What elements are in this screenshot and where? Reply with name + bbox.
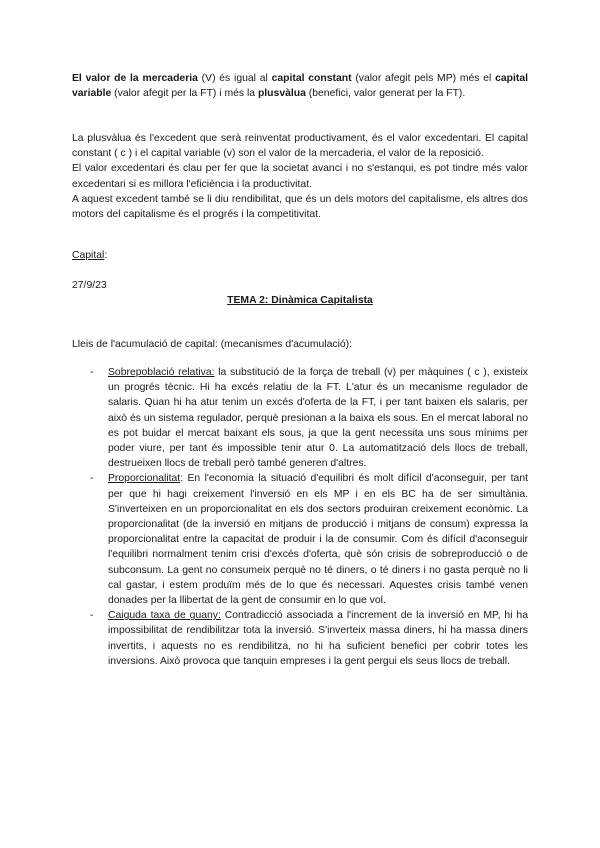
capital-heading — [72, 248, 528, 263]
laws-intro: Lleis de l'acumulació de capital: (mecanismes d'acumulació): — [72, 339, 353, 350]
intro-text-3: (valor afegit per la FT) i més la — [111, 88, 258, 100]
item-term: Sobrepoblació relativa: — [108, 367, 215, 378]
plusvalua-paragraph — [72, 131, 528, 222]
intro-paragraph — [72, 71, 528, 101]
capital-colon: : — [104, 250, 108, 261]
item-text: : En l'economia la situació d'equilibri és molt difícil d'aconseguir, per tant per que hi hagi creixement l'inversió en els MP i en els BC ha de ser simultània. S'inverteixen en un proporcionalitat en els dos sectors produiran creixement econòmic. La proporcionalitat (de la inversió en mitjans de producció i mitjans de consum) expressa la proporcionalitat entre la capacitat de produir i la de consumir. Com és difícil d'aconseguir l'equilibri normalment tenim crisi d'excés d'oferta, què són crisis de sobreproducció o de subconsum. La gent no consumeix perquè no té diners, o té diners i no gasta perquè no li cal gastar, i estem produïm més de lo que és necessari. Aquestes crisis també venen donades per la llibertat de la gent de consumir en lo que vol. — [108, 473, 528, 607]
date: 27/9/23 — [72, 280, 107, 291]
intro-text-1: (V) és igual al — [197, 73, 272, 84]
capital-label: Capital — [72, 250, 105, 261]
paragraph-line-3: A aquest excedent també se li diu rendibilitat, que és un dels motors del capitalisme, els altres dos motors del capitalisme és el progrés i la competitivitat. — [72, 193, 528, 221]
laws-list — [72, 365, 528, 669]
item-text: Contradicció associada a l'increment de la inversió en MP, hi ha impossibilitat de rendibilitzar tota la inversió. S'inverteix massa diners, hi ha massa diners invertits, i aquests no es rendibilitza, no hi ha suficient benefici per cobrir totes les inversions. Això provoca que tanquin empreses i la gent pergui els seus llocs de treball. — [108, 610, 528, 667]
list-item — [72, 365, 528, 471]
item-text: la substitució de la força de treball (v) per màquines ( c ), existeix un progrés tècnic. Hi ha excés relatiu de la FT. L'atur és un mecanisme regulador de salaris. Quan hi ha atur tenim un excés d'oferta de la FT, i per tant baixen els salaris, per això és un sistema regulador, perquè presionan a la baixa els sous. En el mercat laboral no es pot buidar el mercat baixant els sous, ja que la gent necessita uns sous mínims per poder viure, per tant és impossible tenir atur 0. La automatització dels llocs de treball, destrueixen llocs de treball però també generen d'altres. — [108, 367, 528, 470]
term-capital-constant: capital constant — [271, 73, 352, 84]
paragraph-line-1: La plusvàlua és l'excedent que serà reinventat productivament, és el valor excedentari. El capital constant ( c ) i el capital variable (v) son el valor de la mercaderia, el valor de la reposició. — [72, 133, 528, 160]
term-valor-mercaderia: El valor de la mercaderia — [72, 73, 198, 84]
paragraph-line-2: El valor excedentari és clau per fer que la societat avanci i no s'estanqui, es pot tindre més valor excedentari si es millora l'eficiència i la productivitat. — [72, 163, 528, 190]
list-item — [72, 471, 528, 608]
list-item — [72, 608, 528, 669]
term-plusvalua: plusvàlua — [257, 88, 306, 100]
bullet-dash: - — [90, 367, 94, 378]
section-title: TEMA 2: Dinàmica Capitalista — [227, 295, 373, 306]
bullet-dash: - — [90, 473, 94, 485]
item-term: Caiguda taxa de guany: — [108, 610, 221, 622]
term-capital-variable: capital variable — [72, 73, 528, 100]
item-term: Proporcionalitat — [108, 473, 181, 485]
intro-text-4: (benefici, valor generat per la FT). — [305, 88, 466, 100]
intro-text-2: (valor afegit pels MP) més el — [351, 73, 496, 84]
bullet-dash: - — [90, 610, 94, 622]
